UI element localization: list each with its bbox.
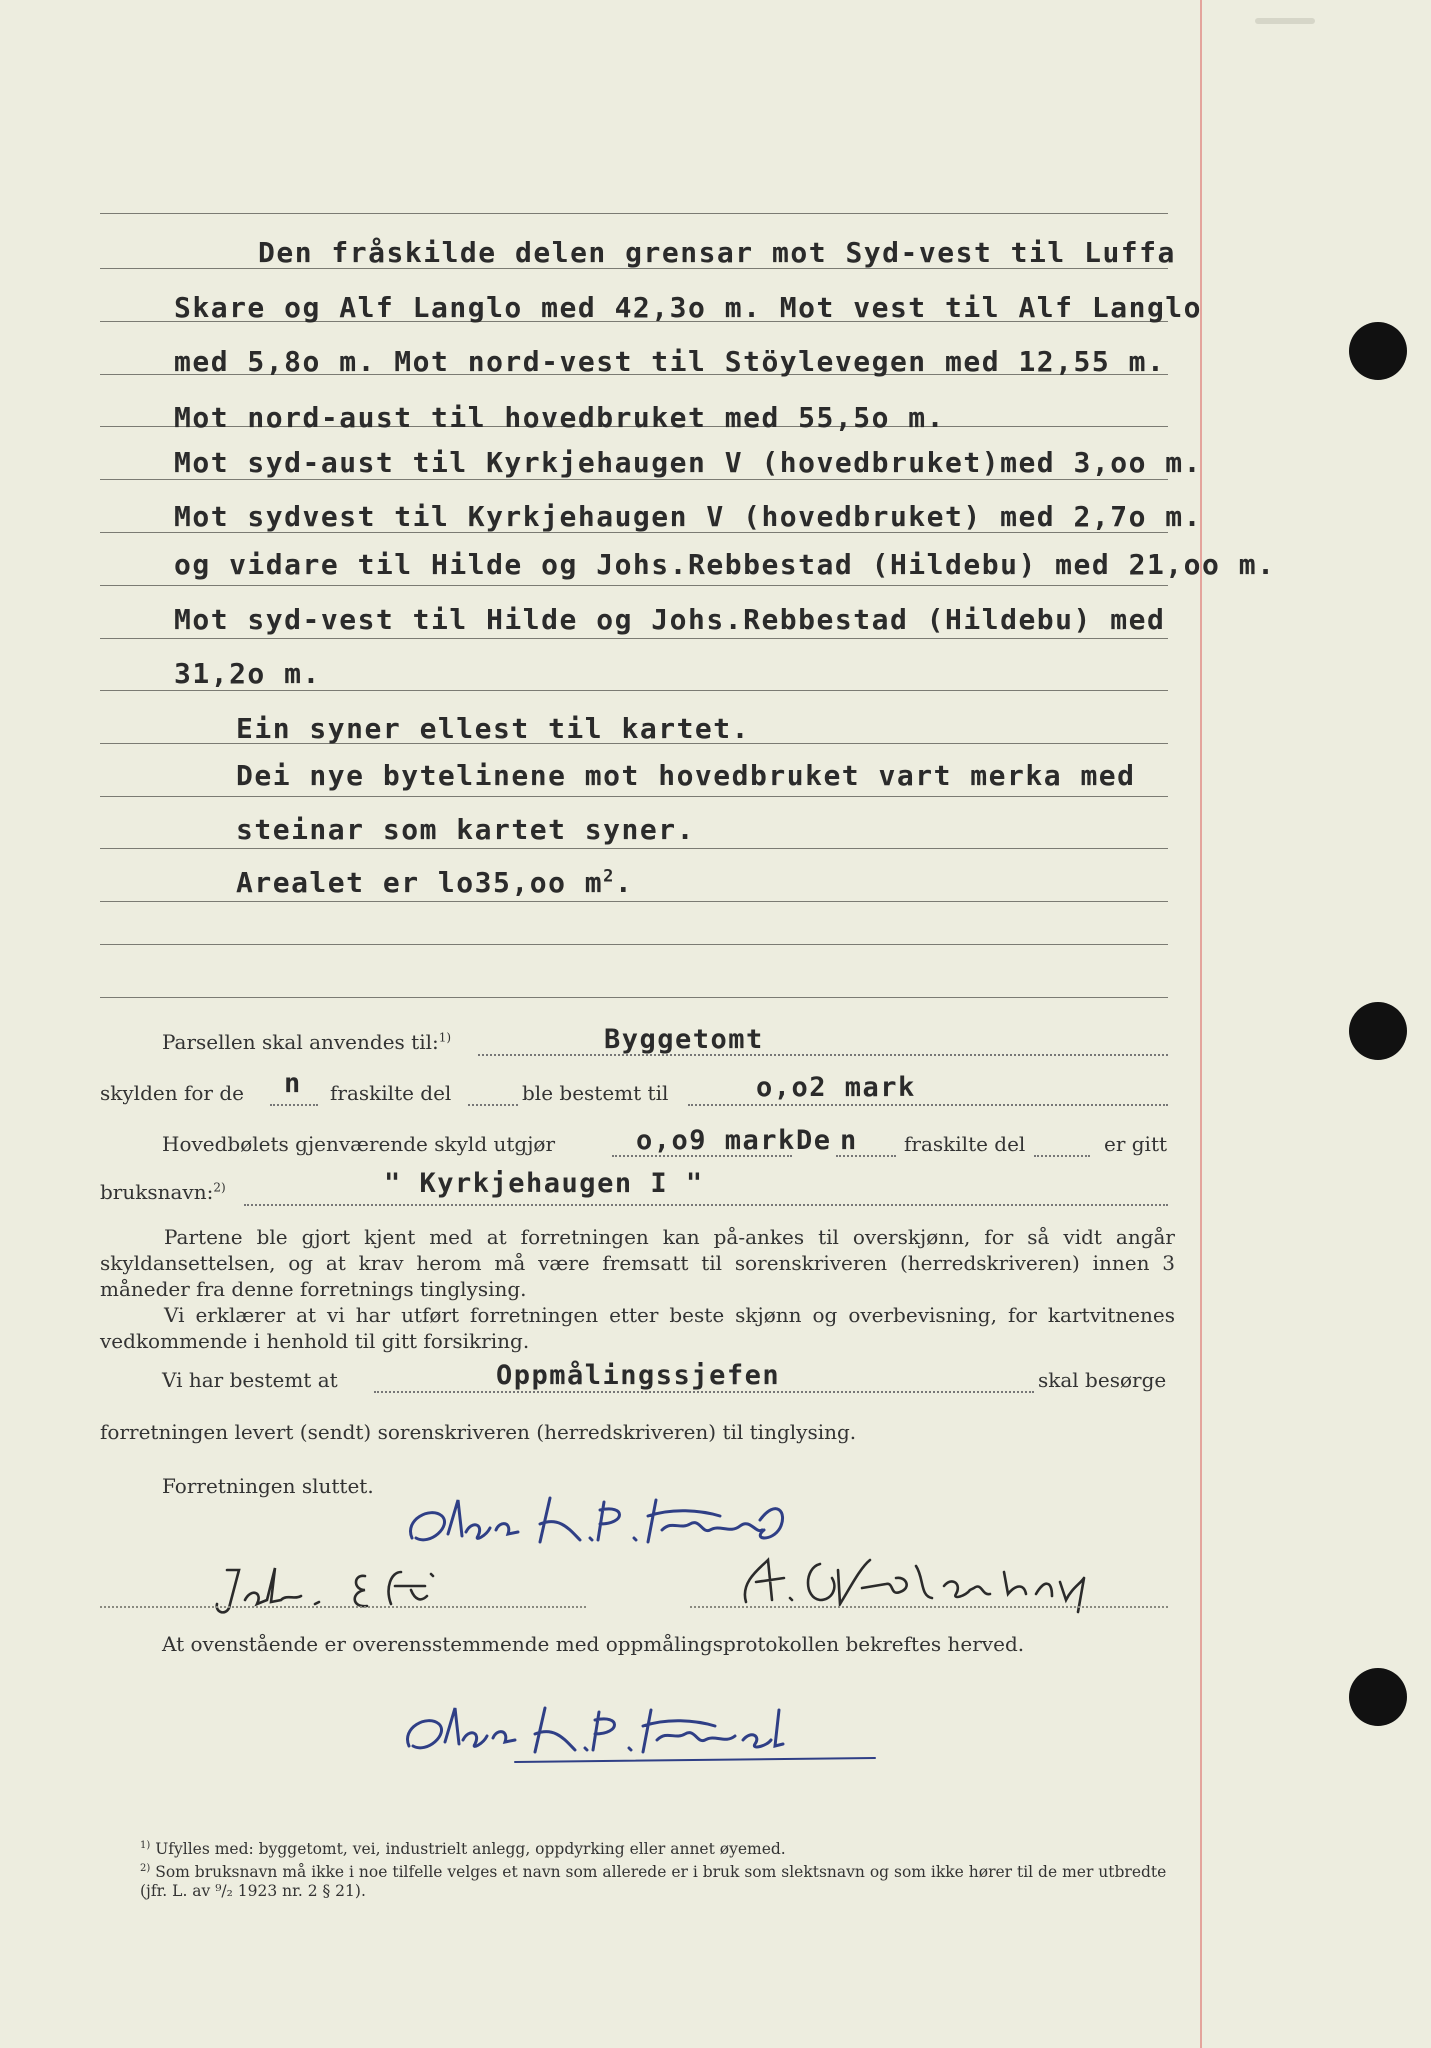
typed-line: 31,2o m. <box>174 657 321 690</box>
typed-line: Mot syd-aust til Kyrkjehaugen V (hovedbruket)med 3,oo m. <box>174 446 1203 479</box>
typed-line: og vidare til Hilde og Johs.Rebbestad (Hildebu) med 21,oo m. <box>174 548 1276 581</box>
levert-text: forretningen levert (sendt) sorenskriveren (herredskriveren) til tinglysing. <box>100 1420 857 1444</box>
typed-line: med 5,8o m. Mot nord-vest til Stöylevegen med 12,55 m. <box>174 345 1166 378</box>
ruled-line <box>100 944 1168 945</box>
skylden-value: o,o2 mark <box>756 1072 916 1103</box>
page-corner-mark <box>1255 18 1315 24</box>
ruled-line <box>100 585 1168 586</box>
bestemt-value: Oppmålingssjefen <box>496 1360 781 1391</box>
bekreftes-text: At ovenstående er overensstemmende med oppmålingsprotokollen bekreftes herved. <box>162 1632 1025 1656</box>
footnote: $^{2)}$ Som bruksnavn må ikke i noe tilfelle velges et navn som allerede er i bruk som slektsnavn og som ikke hører til de mer utbredte (jfr. L. av ⁹/₂ 1923 nr. 2 § 21). <box>140 1863 1167 1901</box>
fill-line <box>244 1204 1168 1206</box>
skylden-mid: fraskilte del <box>330 1081 452 1105</box>
typed-line: Mot syd-vest til Hilde og Johs.Rebbestad (Hildebu) med <box>174 603 1166 636</box>
typed-line: steinar som kartet syner. <box>236 813 695 846</box>
witness-signature-right <box>720 1548 1180 1628</box>
punch-hole <box>1349 322 1407 380</box>
certifying-signature <box>395 1700 895 1770</box>
bestemt-label: Vi har bestemt at <box>162 1368 338 1392</box>
parsellen-value: Byggetomt <box>604 1024 764 1055</box>
typed-line: Ein syner ellest til kartet. <box>236 712 751 745</box>
witness-signature-left <box>205 1560 525 1620</box>
typed-line: Mot sydvest til Kyrkjehaugen V (hovedbruket) med 2,7o m. <box>174 500 1203 533</box>
bruksnavn-value: " Kyrkjehaugen I " <box>384 1168 704 1199</box>
skylden-prefix: skylden for de <box>100 1081 244 1105</box>
typed-line: Mot nord-aust til hovedbruket med 55,5o m. <box>174 401 946 434</box>
ruled-line <box>100 690 1168 691</box>
ruled-line <box>100 796 1168 797</box>
fill-line <box>478 1054 1168 1056</box>
signature-line <box>100 1606 586 1608</box>
typed-line: Dei nye bytelinene mot hovedbruket vart merka med <box>236 759 1136 792</box>
parsellen-label: Parsellen skal anvendes til:$^{1)}$ <box>162 1030 452 1054</box>
besorge-label: skal besørge <box>1038 1368 1167 1392</box>
ruled-line <box>100 901 1168 902</box>
erklaering-paragraph: Vi erklærer at vi har utført forretningen etter beste skjønn og overbevisning, for kartvitnenes vedkommende i henhold til gitt forsikring. <box>100 1303 1175 1353</box>
hoved-fraskilte: fraskilte del <box>904 1132 1026 1156</box>
typed-line: Skare og Alf Langlo med 42,3o m. Mot vest til Alf Langlo <box>174 291 1203 324</box>
hoved-label: Hovedbølets gjenværende skyld utgjør <box>162 1132 556 1156</box>
punch-hole <box>1349 1002 1407 1060</box>
ruled-line <box>100 848 1168 849</box>
fill-line <box>270 1104 318 1106</box>
fill-line <box>374 1391 1034 1393</box>
hoved-fill: n <box>840 1125 858 1156</box>
ruled-line <box>100 213 1168 214</box>
footnote: $^{1)}$ Ufylles med: byggetomt, vei, industrielt anlegg, oppdyrking eller annet øyemed. <box>140 1840 786 1859</box>
legal-text <box>100 1224 1175 1354</box>
fill-line <box>468 1104 518 1106</box>
skylden-bestemt: ble bestemt til <box>522 1081 669 1105</box>
bruksnavn-label: bruksnavn:$^{2)}$ <box>100 1180 226 1204</box>
partene-paragraph: Partene ble gjort kjent med at forretningen kan på-ankes til overskjønn, for så vidt angår skyldansettelsen, og at krav herom må være fremsatt til sorenskriveren (herredskriveren) innen 3 måneder fra denne forretnings tinglysing. <box>100 1225 1175 1301</box>
hoved-de: De <box>796 1125 832 1156</box>
hoved-value: o,o9 mark <box>636 1125 796 1156</box>
fill-line <box>1034 1155 1090 1157</box>
ruled-line <box>100 638 1168 639</box>
ruled-line <box>100 997 1168 998</box>
hoved-er-gitt: er gitt <box>1104 1132 1168 1156</box>
punch-hole <box>1349 1668 1407 1726</box>
sluttet-text: Forretningen sluttet. <box>162 1474 374 1498</box>
fill-line <box>688 1104 1168 1106</box>
typed-line: Den fråskilde delen grensar mot Syd-vest til Luffa <box>258 236 1176 269</box>
footnotes <box>140 1836 1175 1901</box>
skylden-fill: n <box>284 1068 302 1099</box>
ruled-line <box>100 479 1168 480</box>
signature-line <box>690 1606 1168 1608</box>
area-line: Arealet er lo35,oo $m^2$. <box>236 866 634 899</box>
